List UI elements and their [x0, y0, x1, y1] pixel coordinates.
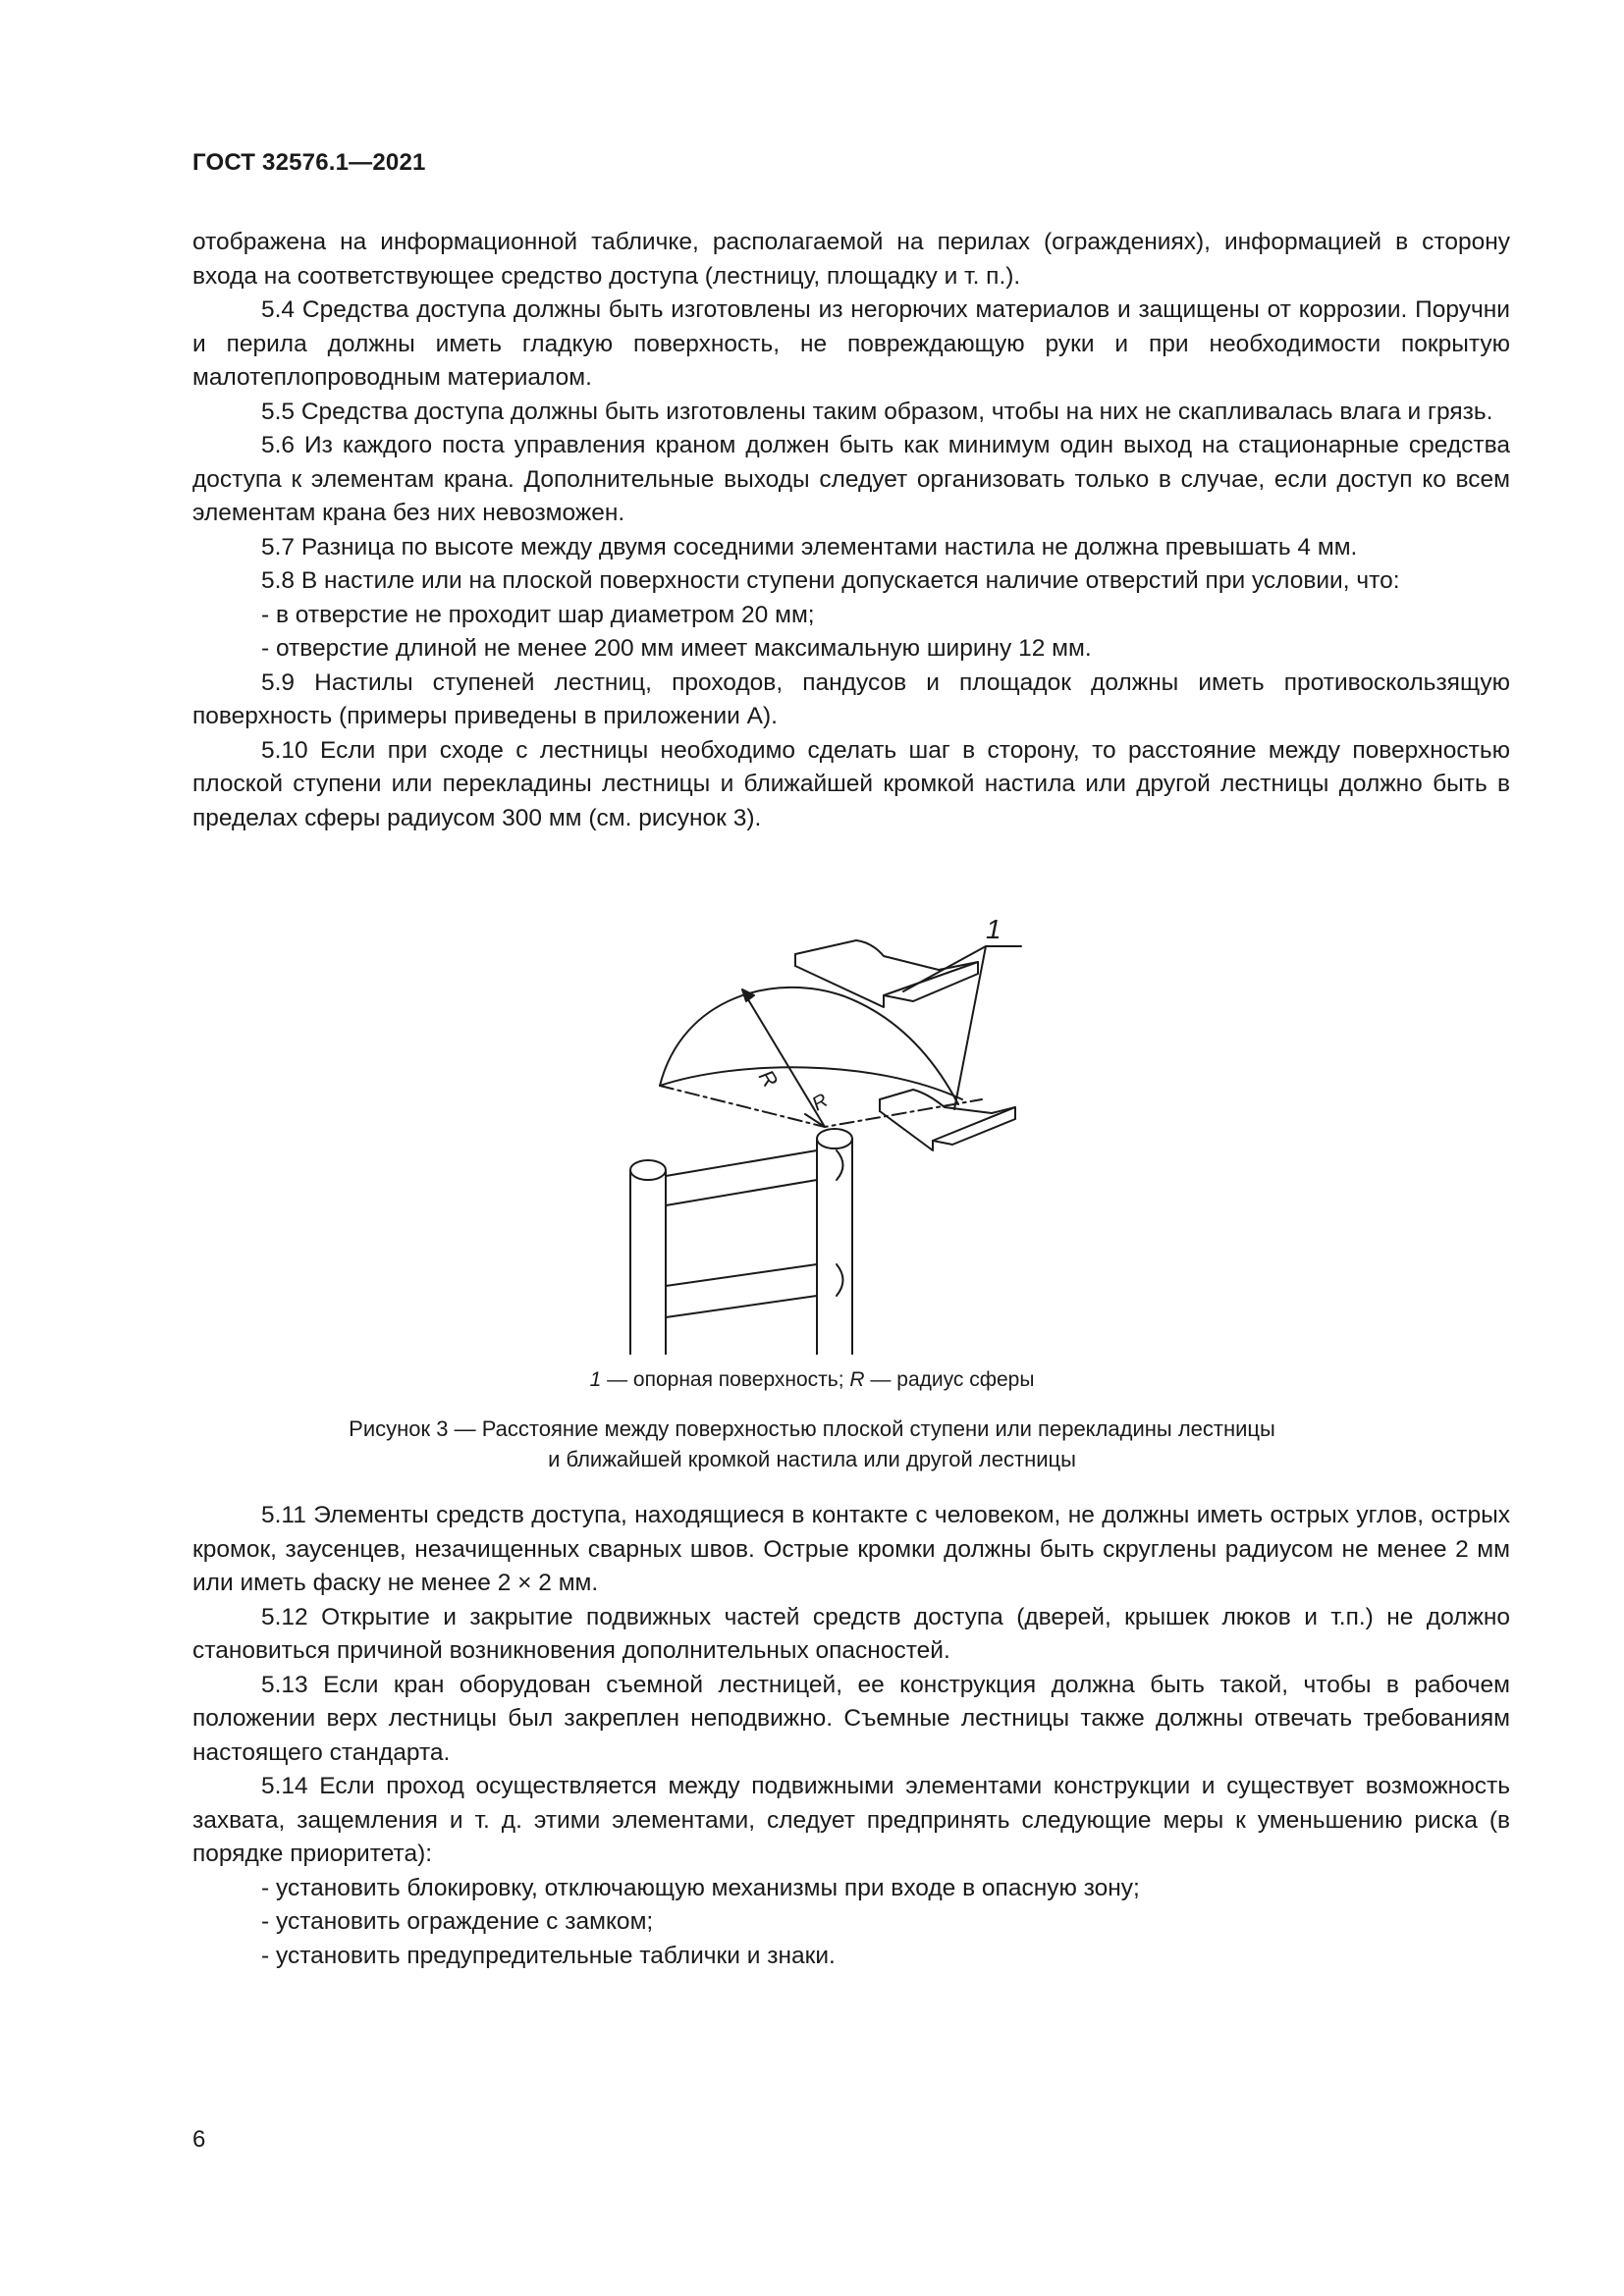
legend-key-R: R [849, 1368, 865, 1391]
paragraph: 5.13 Если кран оборудован съемной лестницей, ее конструкция должна быть такой, чтобы в рабочем положении верх лестницы был закреплен неподвижно. Съемные лестницы также должны отвечать требованиям настоящего стандарта. [192, 1671, 1510, 1766]
figure-label-R-small: R [808, 1090, 833, 1116]
text-block-upper [192, 226, 1510, 835]
lower-plate [880, 1090, 1015, 1150]
paragraph: 5.6 Из каждого поста управления краном должен быть как минимум один выход на стационарные средства доступа к элементам крана. Дополнительные выходы следует организовать только в случае, если доступ ко всем элементам крана без них невозможен. [192, 432, 1510, 526]
rail-post-left-top [630, 1160, 666, 1180]
rung-top [666, 1150, 817, 1205]
radius-arrow-big [742, 989, 754, 1001]
figure-label-R-big: R [753, 1065, 784, 1093]
paragraph: 5.12 Открытие и закрытие подвижных частей средств доступа (дверей, крышек люков и т.п.) не должно становиться причиной возникновения дополнительных опасностей. [192, 1603, 1510, 1664]
upper-plate [795, 940, 978, 1007]
rung-bottom [666, 1264, 817, 1317]
legend-text-1: — опорная поверхность; [601, 1368, 850, 1391]
list-item: - установить блокировку, отключающую механизмы при входе в опасную зону; [261, 1874, 1140, 1901]
paragraph: 5.14 Если проход осуществляется между подвижными элементами конструкции и существует возможность захвата, защемления и т. д. этими элементами, следует предпринять следующие меры к уменьшению риска (в порядке приоритета): [192, 1773, 1510, 1867]
legend-text-R: — радиус сферы [864, 1368, 1035, 1391]
figure-legend [0, 1368, 1624, 1392]
document-header: ГОСТ 32576.1—2021 [192, 149, 426, 176]
rail-post-right-top [817, 1129, 852, 1148]
paragraph: 5.11 Элементы средств доступа, находящиеся в контакте с человеком, не должны иметь острых углов, острых кромок, заусенцев, незачищенных сварных швов. Острые кромки должны быть скруглены радиусом не менее 2 мм или иметь фаску не менее 2 × 2 мм. [192, 1502, 1510, 1596]
text-block-lower [192, 1499, 1510, 1973]
paragraph: 5.10 Если при сходе с лестницы необходимо сделать шаг в сторону, то расстояние между поверхностью плоской ступени или перекладины лестницы и ближайшей кромкой настила или другой лестницы должно быть в пределах сферы радиусом 300 мм (см. рисунок 3). [192, 736, 1510, 831]
list-item: - в отверстие не проходит шар диаметром 20 мм; [261, 601, 815, 628]
paragraph: 5.5 Средства доступа должны быть изготовлены таким образом, чтобы на них не скапливалась влага и грязь. [261, 398, 1493, 425]
paragraph: отображена на информационной табличке, располагаемой на перилах (ограждениях), информацией в сторону входа на соответствующее средство доступа (лестницу, площадку и т. п.). [192, 229, 1510, 290]
paragraph: 5.9 Настилы ступеней лестниц, проходов, пандусов и площадок должны иметь противоскользящую поверхность (примеры приведены в приложении А). [192, 668, 1510, 729]
list-item: - отверстие длиной не менее 200 мм имеет максимальную ширину 12 мм. [261, 635, 1092, 662]
list-item: - установить предупредительные таблички и знаки. [261, 1942, 836, 1969]
figure-3-drawing [589, 893, 1119, 1355]
caption-line-1: Рисунок 3 — Расстояние между поверхностью плоской ступени или перекладины лестницы [349, 1416, 1275, 1441]
page-number: 6 [192, 2126, 206, 2153]
paragraph: 5.7 Разница по высоте между двумя соседними элементами настила не должна превышать 4 мм. [261, 533, 1358, 561]
radius-line-big [746, 996, 825, 1127]
figure-caption [0, 1414, 1624, 1474]
figure-label-1: 1 [986, 914, 1001, 944]
paragraph: 5.4 Средства доступа должны быть изготовлены из негорючих материалов и защищены от коррозии. Поручни и перила должны иметь гладкую поверхность, не повреждающую руки и при необходимости покрытую малотеплопроводным материалом. [192, 296, 1510, 391]
paragraph: 5.8 В настиле или на плоской поверхности ступени допускается наличие отверстий при условии, что: [261, 567, 1400, 594]
caption-line-2: и ближайшей кромкой настила или другой лестницы [548, 1447, 1076, 1471]
legend-key-1: 1 [589, 1368, 602, 1391]
sphere-arc [660, 988, 958, 1104]
list-item: - установить ограждение с замком; [261, 1908, 654, 1935]
